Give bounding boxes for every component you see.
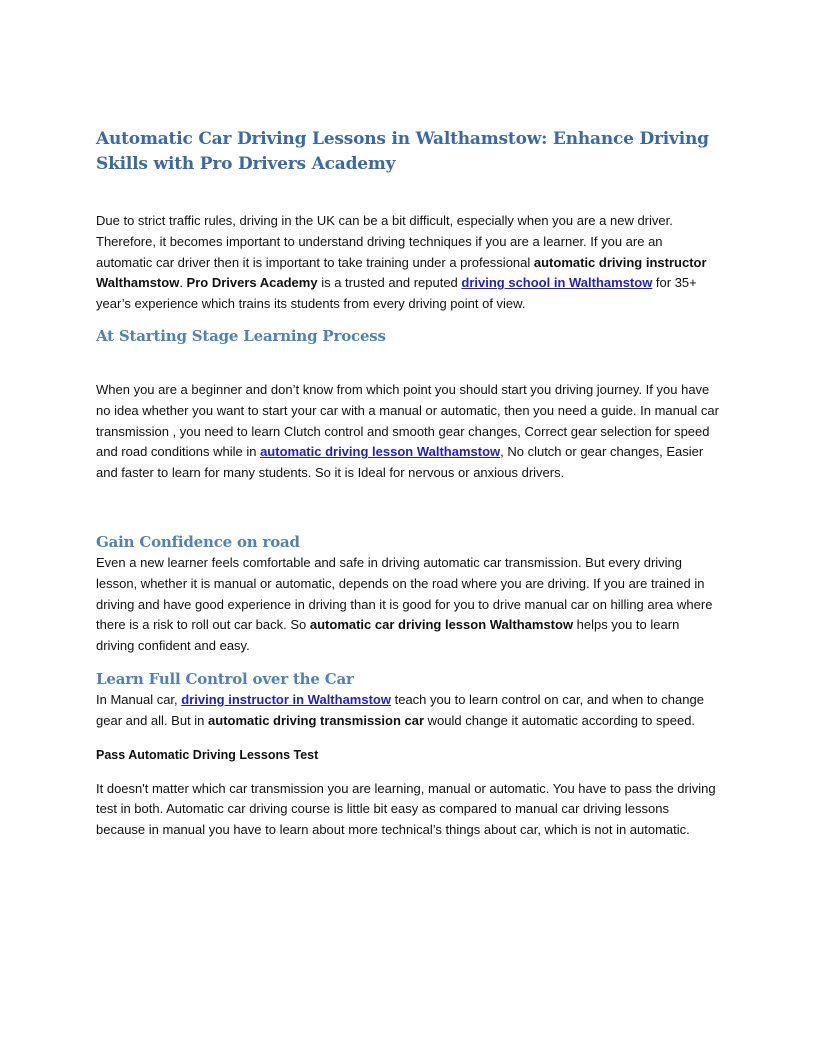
section2-text-2: helps you to learn driving confident and easy. [96, 617, 680, 654]
intro-paragraph [96, 211, 720, 315]
section-paragraph-pass-test: It doesn't matter which car transmission you are learning, manual or automatic. You have to pass the driving test in both. Automatic car driving course is little bit easy as compared to manual car driving lessons because in manual you have to learn about more technical’s things about car, which is not in automatic. [96, 780, 716, 838]
section3-text-1: In Manual car, [96, 691, 182, 707]
section2-bold-lesson: automatic car driving lesson Walthamstow [309, 617, 574, 633]
intro-bold-instructor: automatic driving instructor Walthamstow [96, 254, 707, 291]
section-heading-pass-test: Pass Automatic Driving Lessons Test [96, 747, 319, 762]
section-paragraph-gain-confidence [96, 553, 720, 657]
section-heading-starting-stage: At Starting Stage Learning Process [96, 326, 386, 345]
intro-text-2: . [179, 275, 187, 291]
section-heading-full-control: Learn Full Control over the Car [96, 669, 354, 688]
intro-text-3: is a trusted and reputed [317, 275, 462, 291]
section3-bold-transmission: automatic driving transmission car [208, 712, 425, 728]
section3-text-3: would change it automatic according to speed. [424, 712, 696, 728]
section-heading-gain-confidence: Gain Confidence on road [96, 532, 300, 551]
section1-text-2: , No clutch or gear changes, Easier and faster to learn for many students. So it is Ideal for nervous or anxious drivers. [96, 444, 704, 481]
section-paragraph-starting-stage [96, 380, 720, 484]
section-paragraph-full-control [96, 690, 720, 732]
section1-text-1: When you are a beginner and don’t know from which point you should start you driving journey. If you have no idea whether you want to start your car with a manual or automatic, then you need a guide. In manual car transmission , you need to learn Clutch control and smooth gear changes, Correct gear selection for speed and road conditions while in [96, 381, 719, 460]
section3-text-2: teach you to learn control on car, and when to change gear and all. But in [96, 691, 704, 728]
page-title: Automatic Car Driving Lessons in Walthamstow: Enhance Driving Skills with Pro Drivers Academy [96, 129, 709, 174]
driving-instructor-link[interactable]: driving instructor in Walthamstow [181, 691, 391, 707]
intro-text-1: Due to strict traffic rules, driving in the UK can be a bit difficult, especially when you are a new driver. Therefore, it becomes important to understand driving techniques if you are a learner. If you are an automatic car driver then it is important to take training under a professional [96, 213, 673, 270]
intro-text-4: for 35+ year’s experience which trains its students from every driving point of view. [96, 275, 697, 312]
section2-text-1: Even a new learner feels comfortable and safe in driving automatic car transmission. But every driving lesson, whether it is manual or automatic, depends on the road where you are driving. If you are trained in driving and have good experience in driving than it is good for you to drive manual car on hilling area where there is a risk to roll out car back. So [96, 554, 713, 633]
driving-school-link[interactable]: driving school in Walthamstow [461, 275, 653, 291]
intro-bold-academy: Pro Drivers Academy [186, 275, 318, 291]
automatic-lesson-link[interactable]: automatic driving lesson Walthamstow [260, 444, 501, 460]
document-body [96, 127, 720, 841]
